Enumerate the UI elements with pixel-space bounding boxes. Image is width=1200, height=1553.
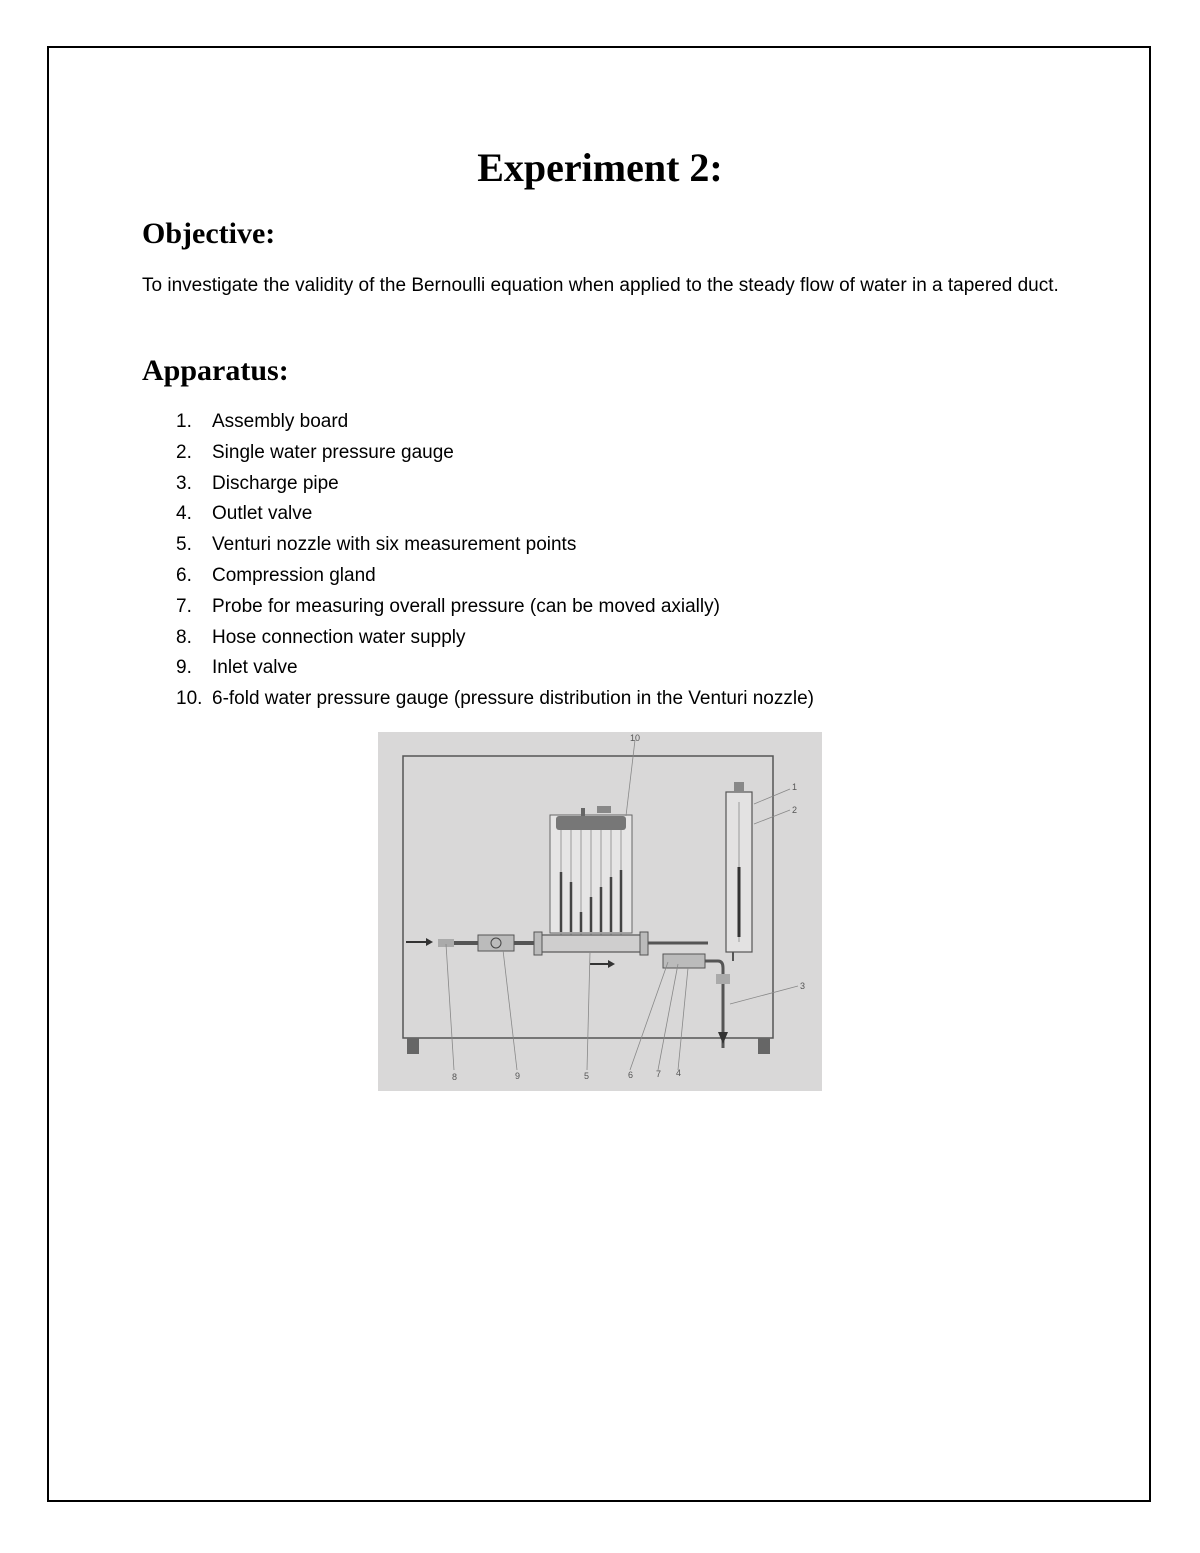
left-foot: [407, 1038, 419, 1054]
right-foot: [758, 1038, 770, 1054]
list-item-number: 9.: [176, 657, 192, 679]
list-item: [142, 407, 814, 438]
venturi-nozzle: [538, 935, 644, 952]
list-item: [142, 469, 814, 500]
page-title: Experiment 2:: [477, 145, 723, 190]
callout-8: 8: [452, 1072, 458, 1082]
list-item-label: 6-fold water pressure gauge (pressure distribution in the Venturi nozzle): [212, 688, 814, 710]
callout-6: 6: [628, 1070, 634, 1080]
manometer-vent: [581, 808, 585, 816]
list-item-number: 8.: [176, 626, 192, 648]
list-item-label: Probe for measuring overall pressure (can be moved axially): [212, 595, 720, 617]
list-item: [142, 684, 814, 715]
outlet-valve: [663, 954, 705, 968]
apparatus-heading: Apparatus:: [142, 354, 289, 387]
list-item-label: Assembly board: [212, 411, 349, 432]
list-item-number: 6.: [176, 564, 192, 586]
manometer-valve: [597, 806, 611, 813]
apparatus-diagram-svg: [378, 732, 822, 1091]
list-item-label: Venturi nozzle with six measurement points: [212, 534, 577, 556]
inflow-arrow-head: [426, 938, 433, 946]
list-item-label: Hose connection water supply: [212, 626, 466, 648]
list-item: [142, 561, 814, 592]
list-item: [142, 499, 814, 530]
venturi-flange-right: [640, 932, 648, 955]
list-item-number: 2.: [176, 441, 192, 463]
list-item-label: Compression gland: [212, 564, 376, 586]
apparatus-list: [142, 407, 814, 715]
list-item-number: 1.: [176, 411, 192, 432]
objective-heading: Objective:: [142, 217, 276, 250]
callout-7: 7: [656, 1069, 662, 1079]
callout-9: 9: [515, 1071, 521, 1081]
callout-10: 10: [630, 733, 641, 743]
callout-5: 5: [584, 1071, 590, 1081]
flow-arrow-head: [608, 960, 615, 968]
list-item: [142, 653, 814, 684]
callout-4: 4: [676, 1068, 682, 1078]
list-item-number: 4.: [176, 503, 192, 525]
list-item-label: Single water pressure gauge: [212, 441, 454, 463]
discharge-coupling: [716, 974, 730, 984]
inlet-valve: [478, 935, 514, 951]
list-item: [142, 623, 814, 654]
list-item-label: Discharge pipe: [212, 472, 339, 494]
apparatus-diagram: [378, 732, 822, 1091]
list-item-number: 5.: [176, 534, 192, 556]
objective-text: To investigate the validity of the Bernoulli equation when applied to the steady flow of water in a tapered duct.: [142, 275, 1059, 296]
list-item-number: 3.: [176, 472, 192, 494]
gauge-valve: [734, 782, 744, 792]
manometer-header: [556, 816, 626, 830]
list-item-number: 7.: [176, 595, 192, 617]
list-item-label: Inlet valve: [212, 657, 298, 679]
list-item-number: 10.: [176, 688, 203, 710]
list-item: [142, 592, 814, 623]
callout-2: 2: [792, 805, 798, 815]
callout-3: 3: [800, 981, 806, 991]
list-item: [142, 438, 814, 469]
list-item-label: Outlet valve: [212, 503, 313, 525]
list-item: [142, 530, 814, 561]
venturi-flange-left: [534, 932, 542, 955]
callout-1: 1: [792, 782, 798, 792]
